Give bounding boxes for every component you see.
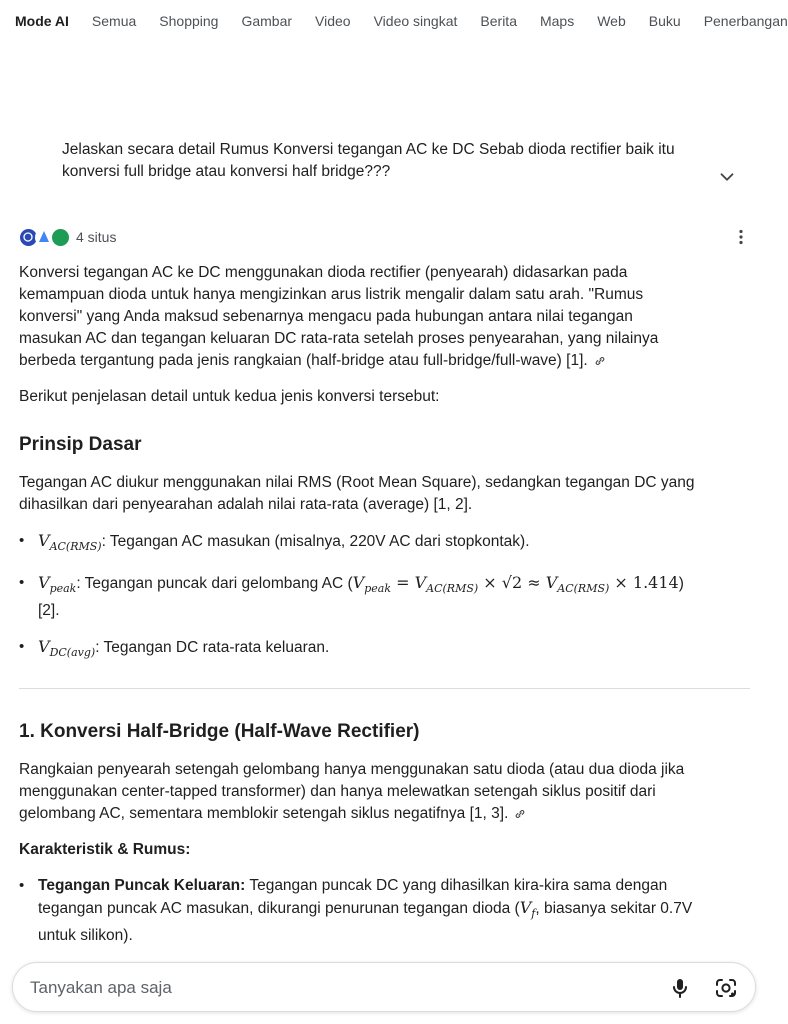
- chevron-down-icon[interactable]: [716, 166, 738, 188]
- user-query: Jelaskan secara detail Rumus Konversi tegangan AC ke DC Sebab dioda rectifier baik itu konversi full bridge atau konversi half bridge???: [62, 141, 675, 180]
- link-icon[interactable]: [514, 808, 526, 820]
- list-item: • $V_{AC(RMS)}$: Tegangan AC masukan (misalnya, 220V AC dari stopkontak).: [19, 530, 699, 558]
- mic-icon[interactable]: [668, 976, 692, 1000]
- sources-count: 4 situs: [76, 229, 117, 245]
- answer-intro: Konversi tegangan AC ke DC menggunakan dioda rectifier (penyearah) didasarkan pada kemampuan dioda untuk hanya mengizinkan arus listrik mengalir dalam satu arah. "Rumus konversi" yang Anda maksud sebenarnya mengacu pada hubungan antara nilai tegangan masukan AC dan tegangan keluaran DC rata-rata setelah proses penyearahan, yang nilainya berbeda tergantung pada jenis rangkaian (half-bridge atau full-bridge/full-wave) [1].: [19, 264, 659, 369]
- ai-answer: [19, 262, 699, 989]
- tab-shopping[interactable]: Shopping: [159, 13, 219, 29]
- subhead-karakteristik: Karakteristik & Rumus:: [19, 841, 191, 858]
- tab-mode-ai[interactable]: Mode AI: [15, 13, 69, 29]
- divider: [19, 688, 750, 689]
- source-favicon-3: [51, 228, 70, 247]
- tab-maps[interactable]: Maps: [539, 13, 575, 29]
- answer-lead: Berikut penjelasan detail untuk kedua jenis konversi tersebut:: [19, 388, 440, 405]
- list-item: • $V_{peak}$: Tegangan puncak dari gelombang AC $(V_{peak} = V_{AC(RMS)} \times √2 \approx V_{AC(RMS)} \times 1.414)$ [2].: [19, 572, 699, 622]
- list-item: • $V_{DC(avg)}$: Tegangan DC rata-rata keluaran.: [19, 636, 699, 664]
- tab-penerbangan[interactable]: Penerbangan: [703, 13, 788, 29]
- tab-video-singkat[interactable]: Video singkat: [373, 13, 458, 29]
- more-vert-icon[interactable]: [731, 227, 751, 247]
- ask-input[interactable]: [30, 976, 590, 1000]
- list-item: • Tegangan Puncak Keluaran: Tegangan puncak DC yang dihasilkan kira-kira sama dengan tegangan puncak AC masukan, dikurangi penurunan tegangan dioda ($V_f$, biasanya sekitar 0.7V untuk silikon).: [19, 875, 699, 975]
- principle-text: Tegangan AC diukur menggunakan nilai RMS (Root Mean Square), sedangkan tegangan DC yang dihasilkan dari penyearahan adalah nilai rata-rata (average) [1, 2].: [19, 474, 695, 513]
- tab-berita[interactable]: Berita: [480, 13, 517, 29]
- sources-chip[interactable]: [19, 226, 116, 248]
- tab-gambar[interactable]: Gambar: [241, 13, 293, 29]
- principle-list: [19, 530, 699, 664]
- link-icon[interactable]: [594, 355, 606, 367]
- tab-semua[interactable]: Semua: [91, 13, 137, 29]
- tab-buku[interactable]: Buku: [648, 13, 681, 29]
- search-tabs: [0, 0, 788, 42]
- tab-video[interactable]: Video: [315, 13, 351, 29]
- heading-half-bridge: 1. Konversi Half-Bridge (Half-Wave Rectifier): [19, 721, 420, 742]
- ask-box: [12, 962, 756, 1012]
- heading-prinsip-dasar: Prinsip Dasar: [19, 434, 142, 455]
- half-bridge-text: Rangkaian penyearah setengah gelombang hanya menggunakan satu dioda (atau dua dioda jika menggunakan center-tapped transformer) dan hanya melewatkan setengah siklus positif dari gelombang AC, sementara memblokir setengah siklus negatifnya [1, 3].: [19, 761, 685, 822]
- lens-camera-icon[interactable]: [713, 976, 739, 1000]
- tab-web[interactable]: Web: [597, 13, 626, 29]
